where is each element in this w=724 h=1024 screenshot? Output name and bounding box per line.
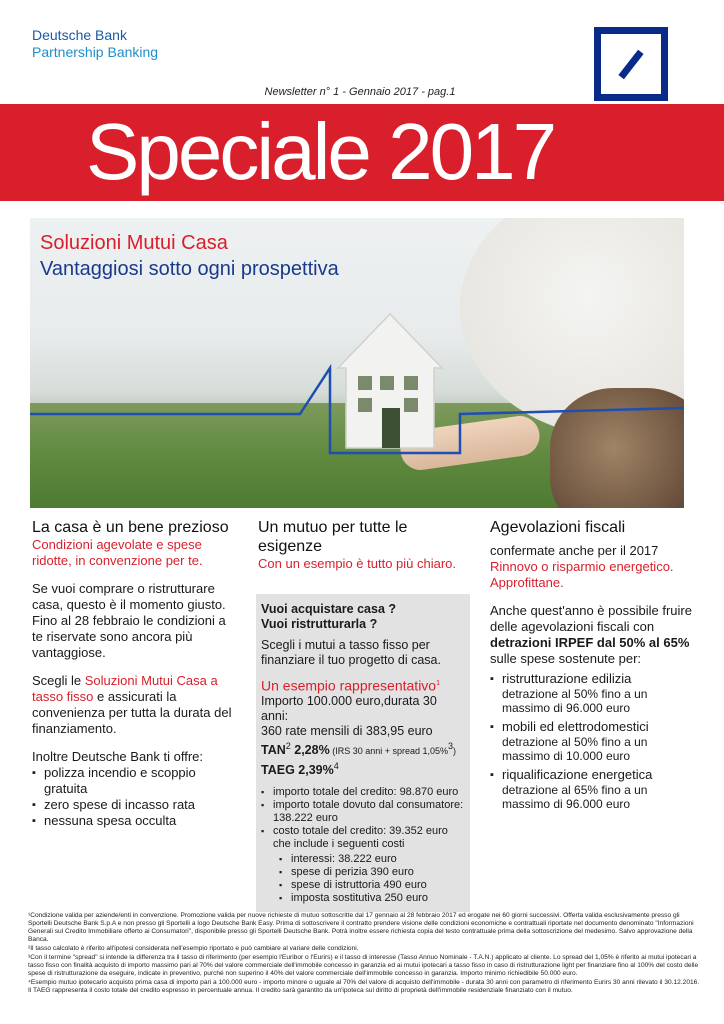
footnotes [28, 912, 704, 996]
paragraph-3-text-b: e assicurati la convenienza per tutta la durata del finanziamento. [32, 689, 232, 736]
column-1-paragraph-2: Fino al 28 febbraio le condizioni a te riservate sono ancora più vantaggiose. [32, 613, 226, 660]
example-costs-list [261, 786, 465, 905]
list-item: ▪ spese di perizia 390 euro [279, 866, 465, 879]
deutsche-bank-logo-icon [594, 27, 668, 101]
house-icon [330, 306, 450, 458]
example-amount: Importo 100.000 euro,durata 30 anni: [261, 693, 437, 723]
list-item-text: costo totale del credito: 39.352 euro che include i seguenti costi [273, 824, 448, 850]
list-item [261, 825, 465, 905]
column-3-subtitle-1: confermate anche per il 2017 [490, 543, 659, 558]
hero-image [30, 218, 684, 508]
example-title [261, 676, 465, 694]
column-3-title: Agevolazioni fiscali [490, 519, 626, 536]
brand-name [32, 27, 158, 61]
column-3-paragraph [490, 603, 695, 667]
hero-headline-1: Soluzioni Mutui Casa [40, 232, 228, 254]
brand-line-2: Partnership Banking [32, 44, 159, 60]
item-detail: detrazione al 50% fino a un massimo di 96.000 euro [502, 687, 648, 715]
item-head: ▪ mobili ed elettrodomestici [490, 719, 695, 735]
paragraph-text-a: Anche quest'anno è possibile fruire delle agevolazioni fiscali con [490, 603, 692, 634]
paragraph-3-highlight: Soluzioni Mutui Casa a tasso fisso [32, 673, 218, 704]
paragraph-text-b: sulle spese sostenute per: [490, 651, 642, 666]
offers-list [32, 765, 232, 829]
item-head: ▪ riqualificazione energetica [490, 767, 695, 783]
tan-line [261, 739, 465, 759]
column-3-subtitle-2: Rinnovo o risparmio energetico. Approfittane. [490, 559, 674, 590]
tan-value: 2,28% [290, 742, 330, 757]
page-title: Speciale 2017 [86, 107, 555, 196]
list-item [490, 767, 695, 811]
tan-sup: 2 [285, 740, 291, 751]
list-item: ▪ nessuna spesa occulta [32, 813, 232, 829]
box-intro: Scegli i mutui a tasso fisso per finanziare il tuo progetto di casa. [261, 638, 441, 667]
taeg-label: TAEG 2,39% [261, 762, 334, 777]
item-detail: detrazione al 65% fino a un massimo di 96.000 euro [502, 783, 648, 811]
list-item: ▪ importo totale dovuto dal consumatore: 138.222 euro [261, 799, 465, 825]
column-agevolazioni [490, 518, 695, 811]
column-1-subtitle: Condizioni agevolate e spese ridotte, in convenzione per te. [32, 537, 203, 568]
column-1-title: La casa è un bene prezioso [32, 519, 229, 536]
example-box [256, 594, 470, 912]
item-head: ▪ ristrutturazione edilizia [490, 671, 695, 687]
column-1-paragraph-4: Inoltre Deutsche Bank ti offre: [32, 749, 204, 764]
issue-line: Newsletter n° 1 - Gennaio 2017 - pag.1 [264, 86, 456, 98]
question-2: Vuoi ristrutturarla ? [261, 617, 378, 631]
list-item: ▪ imposta sostitutiva 250 euro [279, 892, 465, 905]
list-item: ▪ spese di istruttoria 490 euro [279, 879, 465, 892]
column-2-subtitle: Con un esempio è tutto più chiaro. [258, 556, 457, 571]
cost-breakdown-list [273, 853, 465, 905]
taeg-sup: 4 [333, 760, 339, 771]
item-detail: detrazione al 50% fino a un massimo di 10.000 euro [502, 735, 648, 763]
example-rates: 360 rate mensili di 383,95 euro [261, 723, 433, 738]
paragraph-bold: detrazioni IRPEF dal 50% al 65% [490, 635, 690, 650]
footnote-2: ²Il tasso calcolato è riferito all'ipotesi considerata nell'esempio riportato e può cambiare al variare delle condizioni. [28, 945, 359, 952]
column-1-paragraph-3 [32, 673, 232, 737]
footnote-4: ⁴Esempio mutuo ipotecario acquisto prima casa di importo pari a 100.000 euro - importo minore o uguale al 70% del valore di acquisto dell'immobile - durata 30 anni con parametro di riferimento Eurirs 30 anni rilevato il 30.12.2016. Il TAEG rappresenta il costo totale del credito espresso in percentuale annua. Il credito sarà garantito da un'ipoteca sul diritto di proprietà dell'immobile residenziale finanziato con il mutuo. [28, 979, 700, 994]
hero-headline-2: Vantaggiosi sotto ogni prospettiva [40, 258, 339, 280]
list-item [490, 719, 695, 763]
column-mutuo [258, 518, 468, 572]
footnote-1: ¹Condizione valida per aziende/enti in convenzione. Promozione valida per nuove richieste di mutuo sottoscritte dal 17 gennaio al 28 febbraio 2017 ed erogate nei 60 giorni successivi. Offerta valida esclusivamente presso gli Sportelli Deutsche Bank S.p.A e non presso gli Sportelli a logo Deutsche Bank Easy. Prima di sottoscrivere il contratto prendere visione delle condizioni economiche e contrattuali riportate nel documento denominato "Informazioni Generali sul Credito Immobiliare offerto ai Consumatori", disponibile presso gli Sportelli Deutsche Bank. Potrà inoltre essere richiesta copia del testo contrattuale prima della sottoscrizione del medesimo. Salvo approvazione della Banca. [28, 912, 694, 943]
list-item [490, 671, 695, 715]
question-1: Vuoi acquistare casa ? [261, 602, 397, 616]
column-1-paragraph-1: Se vuoi comprare o ristrutturare casa, questo è il momento giusto. [32, 581, 226, 612]
list-item: ▪ interessi: 38.222 euro [279, 853, 465, 866]
tan-label: TAN [261, 742, 286, 757]
example-title-sup: 1 [436, 680, 441, 687]
title-banner [0, 104, 724, 201]
list-item: ▪ polizza incendio e scoppio gratuita [32, 765, 232, 797]
column-2-title: Un mutuo per tutte le esigenze [258, 519, 408, 555]
list-item: ▪ importo totale del credito: 98.870 euro [261, 786, 465, 799]
list-item: ▪ zero spese di incasso rata [32, 797, 232, 813]
brand-line-1: Deutsche Bank [32, 27, 127, 43]
paragraph-3-text-a: Scegli le [32, 673, 85, 688]
tan-note: (IRS 30 anni + spread 1,05% [329, 745, 449, 756]
footnote-3: ³Con il termine "spread" si intende la differenza tra il tasso di riferimento (per esempio l'Euribor o l'Eurirs) e il tasso di interesse (Tasso Annuo Nominale - T.A.N.) applicato al cliente. Lo spread del 1,05% è riferito ai mutui ipotecari a tasso fisso con finalità acquisto di importo massimo pari al 70% del valore commerciale dell'immobile concesso in garanzia ed ai mutui ipotecari a tasso fisso in caso di ristrutturazione light per finanziare fino al 100% del costo delle spese di ristrutturazione da eseguire, indicate in preventivo, purché non superino il 40% del valore commerciale dell'immobile concesso in garanzia. Importo minimo richiedibile 50.000 euro. [28, 954, 699, 977]
taeg-line [261, 759, 465, 778]
logo-slash [618, 50, 643, 80]
column-casa [32, 518, 232, 829]
tan-note-sup: 3 [448, 740, 454, 751]
tan-note-end: ) [453, 745, 457, 756]
example-title-text: Un esempio rappresentativo [261, 677, 437, 694]
